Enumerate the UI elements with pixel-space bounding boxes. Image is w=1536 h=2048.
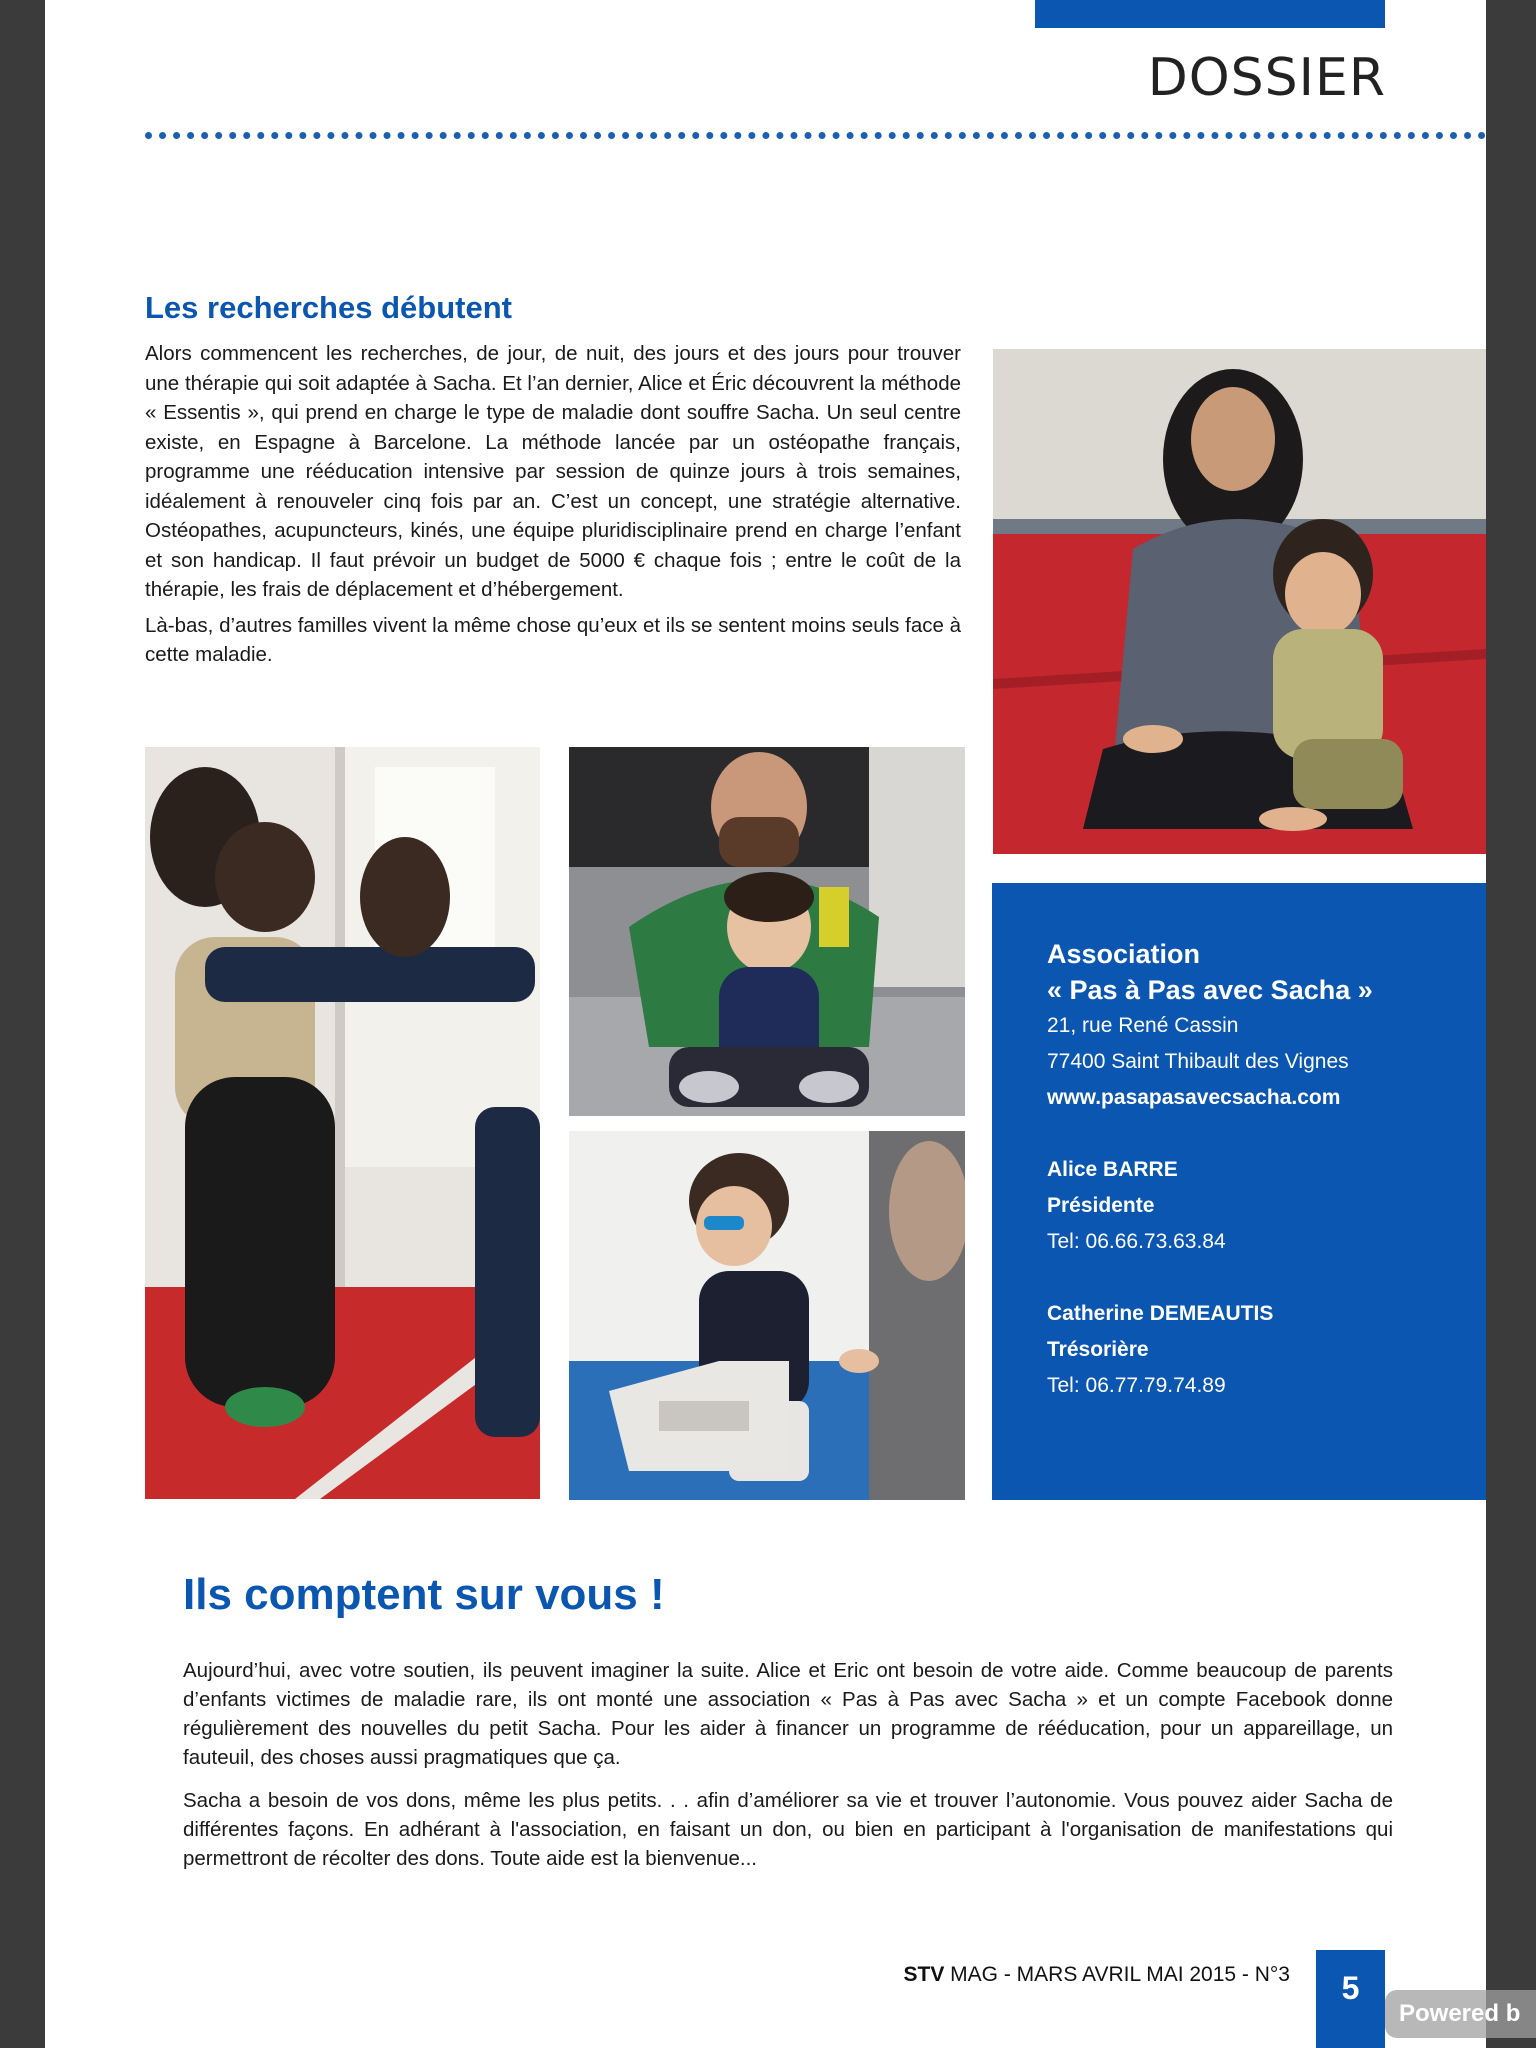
contact-phone: Tel: 06.66.73.63.84 bbox=[1047, 1230, 1226, 1253]
appeal-paragraph: Aujourd’hui, avec votre soutien, ils peuvent imaginer la suite. Alice et Eric ont besoin de votre aide. Comme beaucoup de parents d’enfants victimes de maladie rare, ils ont monté une association « Pas à Pas avec Sacha » et un compte Facebook donne régulièrement des nouvelles du petit Sacha. Pour les aider à financer un programme de rééducation, pour un appareillage, un fauteuil, des choses aussi pragmatiques que ça. bbox=[183, 1659, 1393, 1769]
header-accent-bar bbox=[1035, 0, 1385, 28]
research-paragraph: Alors commencent les recherches, de jour, de nuit, des jours et des jours pour trouver une thérapie qui soit adaptée à Sacha. Et l’an dernier, Alice et Éric découvrent la méthode « Essentis », qui prend en charge le type de maladie dont souffre Sacha. Un seul centre existe, en Espagne à Barcelone. La méthode lancée par un ostéopathe français, programme une rééducation intensive par session de quinze jours à trois semaines, idéalement à renouveler cinq fois par an. C’est un concept, une stratégie alternative. Ostéopathes, acupuncteurs, kinés, une équipe pluridisciplinaire prend en charge l’enfant et son handicap. Il faut prévoir un budget de 5000 € chaque fois ; entre le coût de la thérapie, les frais de déplacement et d’hébergement. bbox=[145, 342, 961, 601]
powered-by-overlay[interactable]: Powered b bbox=[1385, 1990, 1536, 2038]
contact-role: Trésorière bbox=[1047, 1338, 1149, 1361]
photo-father-child-floor bbox=[569, 747, 965, 1116]
magazine-page bbox=[45, 0, 1486, 2048]
research-body bbox=[145, 339, 961, 676]
issue-footer bbox=[903, 1963, 1290, 1987]
photo-child-step-exercise bbox=[569, 1131, 965, 1500]
research-heading: Les recherches débutent bbox=[145, 290, 512, 325]
research-paragraph: Là-bas, d’autres familles vivent la même chose qu’eux et ils se sentent moins seuls face à cette maladie. bbox=[145, 613, 961, 666]
issue-info: MAG - MARS AVRIL MAI 2015 - N°3 bbox=[944, 1963, 1290, 1986]
contact-role: Présidente bbox=[1047, 1194, 1155, 1217]
contact-name: Catherine DEMEAUTIS bbox=[1047, 1302, 1274, 1325]
association-website-link[interactable]: www.pasapasavecsacha.com bbox=[1047, 1086, 1341, 1109]
appeal-heading: Ils comptent sur vous ! bbox=[183, 1570, 665, 1619]
contact-phone: Tel: 06.77.79.74.89 bbox=[1047, 1374, 1226, 1397]
association-name: « Pas à Pas avec Sacha » bbox=[1047, 975, 1373, 1005]
dotted-divider bbox=[145, 132, 1486, 139]
appeal-body bbox=[183, 1656, 1393, 1887]
appeal-paragraph: Sacha a besoin de vos dons, même les plus petits. . . afin d’améliorer sa vie et trouver l’autonomie. Vous pouvez aider Sacha de différentes façons. En adhérant à l'association, en faisant un don, ou bien en participant à l'organisation de manifestations qui permettront de récolter des dons. Toute aide est la bienvenue... bbox=[183, 1789, 1393, 1870]
association-address-street: 21, rue René Cassin bbox=[1047, 1014, 1239, 1037]
association-address-city: 77400 Saint Thibault des Vignes bbox=[1047, 1050, 1349, 1073]
section-label: DOSSIER bbox=[1147, 48, 1386, 108]
association-info-box bbox=[992, 883, 1486, 1500]
photo-mirror-exercise bbox=[145, 747, 540, 1499]
photo-therapist-child-mat bbox=[993, 349, 1486, 854]
page-number: 5 bbox=[1316, 1950, 1385, 2048]
association-title: Association bbox=[1047, 939, 1201, 969]
contact-name: Alice BARRE bbox=[1047, 1158, 1178, 1181]
magazine-brand: STV bbox=[903, 1963, 945, 1986]
